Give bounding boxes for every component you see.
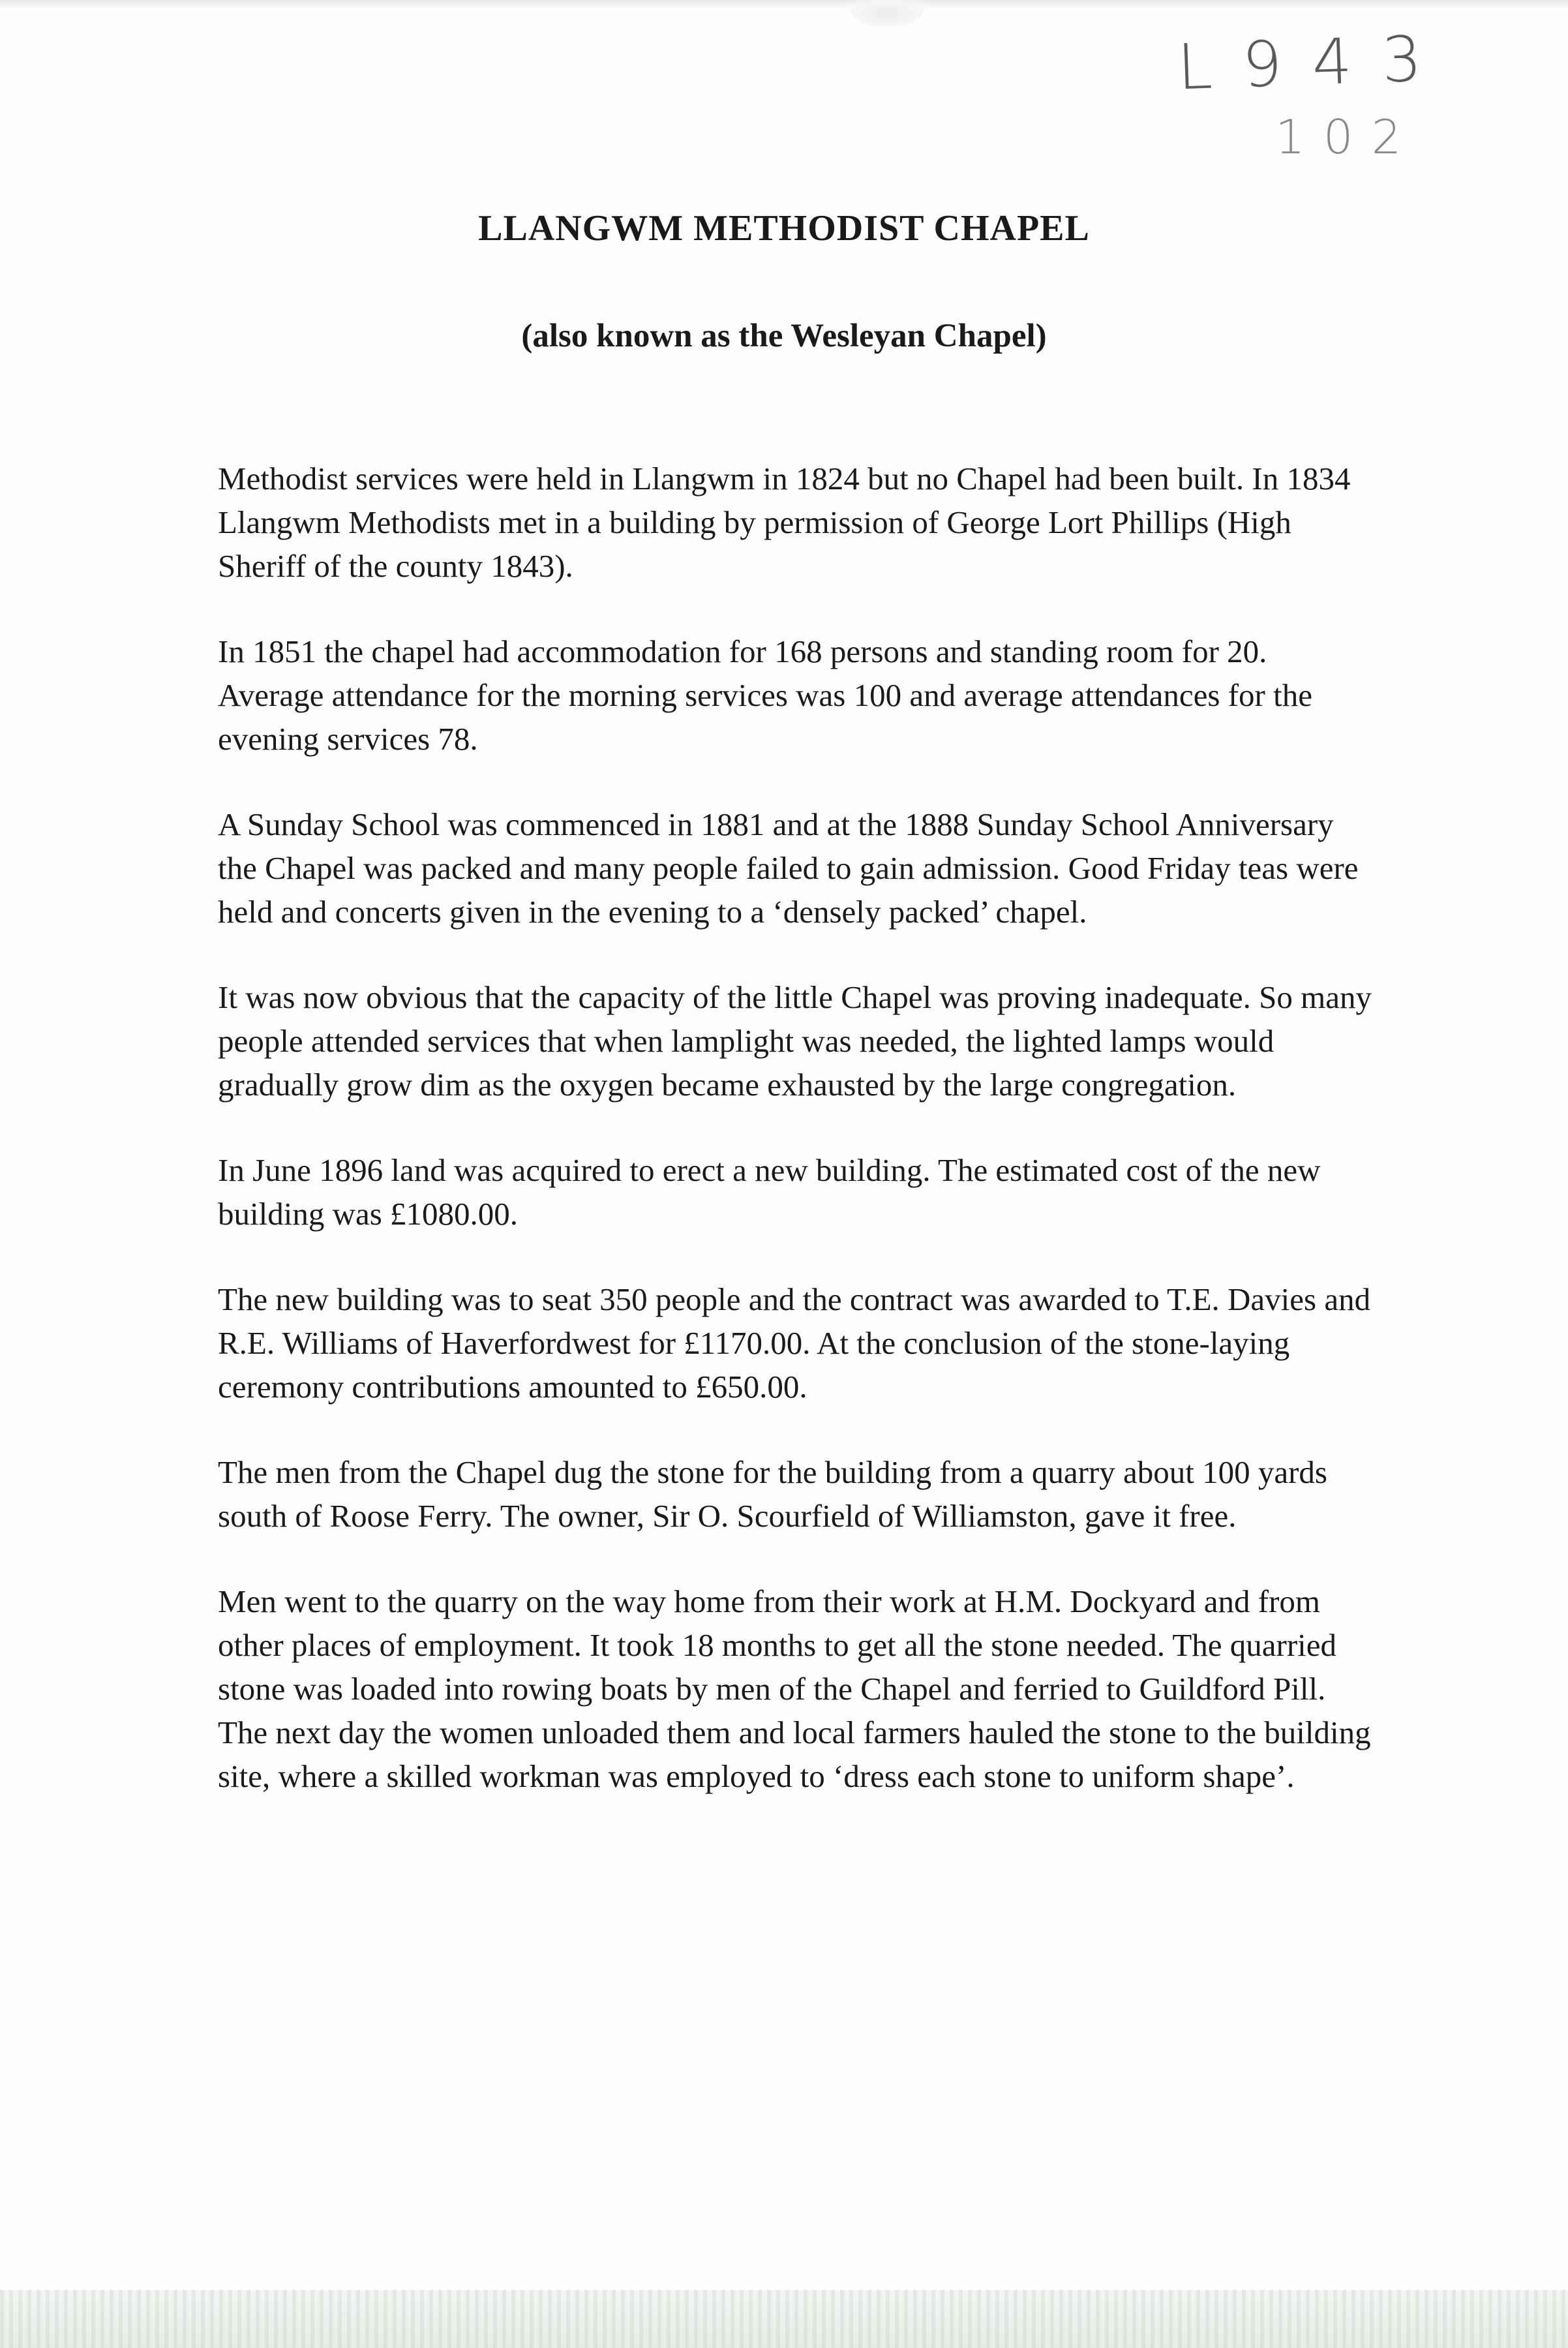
document-body xyxy=(218,457,1379,1840)
document-subtitle: (also known as the Wesleyan Chapel) xyxy=(521,318,1047,354)
paragraph-7: The men from the Chapel dug the stone for the building from a quarry about 100 yards south of Roose Ferry. The owner, Sir O. Scourfield of Williamston, gave it free. xyxy=(218,1454,1327,1534)
paragraph-8: Men went to the quarry on the way home from their work at H.M. Dockyard and from other places of employment. It took 18 months to get all the stone needed. The quarried stone was loaded into rowing boats by men of the Chapel and ferried to Guildford Pill. The next day the women unloaded them and local farmers hauled the stone to the building site, where a skilled workman was employed to ‘dress each stone to uniform shape’. xyxy=(218,1583,1371,1794)
paragraph-1: Methodist services were held in Llangwm in 1824 but no Chapel had been built. In 1834 Llangwm Methodists met in a building by permission of George Lort Phillips (High Sheriff of the county 1843). xyxy=(218,461,1351,584)
scan-bottom-edge xyxy=(0,2290,1568,2348)
handwritten-reference: L943 xyxy=(1176,21,1453,104)
paragraph-5: In June 1896 land was acquired to erect a new building. The estimated cost of the new building was £1080.00. xyxy=(218,1152,1321,1232)
scan-top-edge xyxy=(0,0,1568,9)
paragraph-4: It was now obvious that the capacity of the little Chapel was proving inadequate. So many people attended services that when lamplight was needed, the lighted lamps would gradually grow dim as the oxygen became exhausted by the large congregation. xyxy=(218,979,1372,1103)
paper-mark xyxy=(848,0,926,26)
paragraph-2: In 1851 the chapel had accommodation for 168 persons and standing room for 20. Average attendance for the morning services was 100 and average attendances for the evening services 78. xyxy=(218,633,1312,757)
handwritten-reference-secondary: 102 xyxy=(1275,110,1420,164)
paragraph-6: The new building was to seat 350 people and the contract was awarded to T.E. Davies and R.E. Williams of Haverfordwest for £1170.00. At the conclusion of the stone-laying ceremony contributions amounted to £650.00. xyxy=(218,1281,1371,1405)
document-title: LLANGWM METHODIST CHAPEL xyxy=(478,208,1090,249)
paragraph-3: A Sunday School was commenced in 1881 and at the 1888 Sunday School Anniversary the Chapel was packed and many people failed to gain admission. Good Friday teas were held and concerts given in the evening to a ‘densely packed’ chapel. xyxy=(218,806,1359,930)
